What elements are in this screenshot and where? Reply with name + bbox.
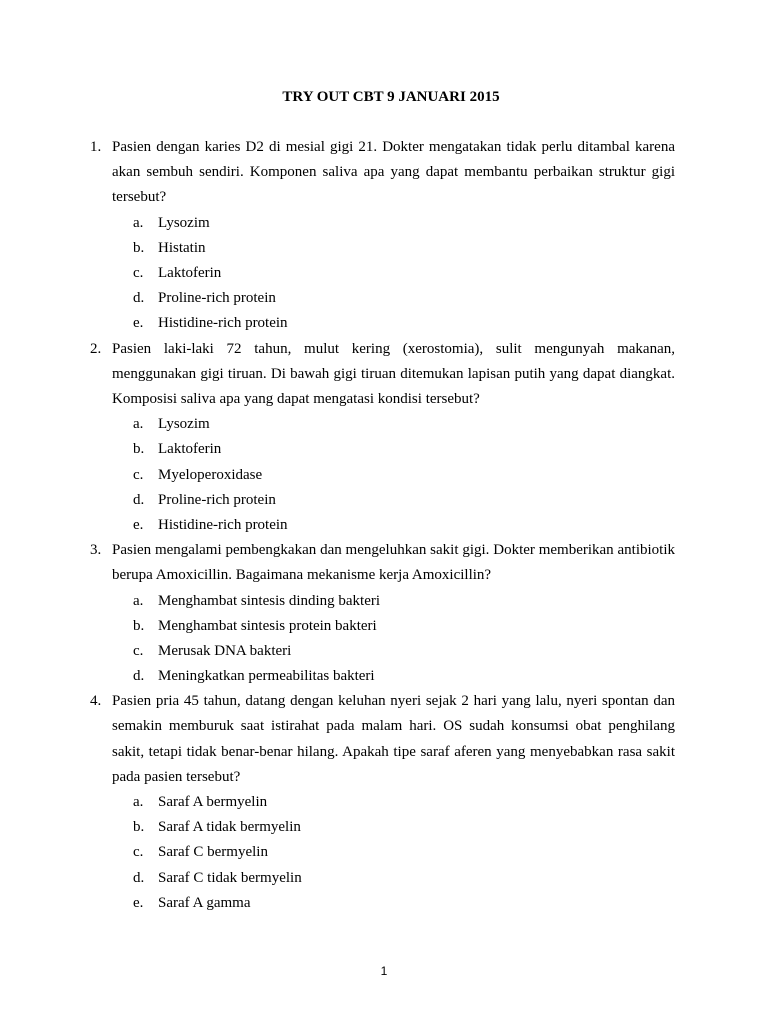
option-letter: b. [133, 239, 145, 256]
answer-option [90, 614, 675, 639]
answer-option [90, 463, 675, 488]
option-letter: b. [133, 441, 145, 458]
option-letter: d. [133, 869, 145, 886]
answer-option [90, 513, 675, 538]
answer-option [90, 437, 675, 462]
question-item [90, 538, 675, 689]
answer-option [90, 639, 675, 664]
question-text: Pasien pria 45 tahun, datang dengan keluhan nyeri sejak 2 hari yang lalu, nyeri spontan dan semakin memburuk saat istirahat pada malam hari. OS sudah konsumsi obat penghilang sakit, tetapi tidak benar-benar hilang. Apakah tipe saraf aferen yang menyebabkan rasa sakit pada pasien tersebut? [112, 693, 675, 785]
option-text: Meningkatkan permeabilitas bakteri [158, 668, 375, 685]
option-list [90, 790, 675, 916]
question-list [90, 135, 675, 916]
option-text: Menghambat sintesis dinding bakteri [158, 592, 381, 609]
option-text: Proline-rich protein [158, 290, 276, 307]
option-list [90, 412, 675, 538]
question-item [90, 689, 675, 916]
option-text: Saraf A bermyelin [158, 794, 268, 811]
option-text: Histidine-rich protein [158, 516, 288, 533]
option-text: Histidine-rich protein [158, 315, 288, 332]
option-letter: e. [133, 894, 144, 911]
question-number: 1. [90, 139, 102, 155]
option-text: Proline-rich protein [158, 491, 276, 508]
question-text: Pasien mengalami pembengkakan dan mengeluhkan sakit gigi. Dokter memberikan antibiotik berupa Amoxicillin. Bagaimana mekanisme kerja Amoxicillin? [112, 542, 675, 584]
question-number: 4. [90, 693, 102, 710]
option-letter: c. [133, 466, 144, 483]
option-letter: b. [133, 819, 145, 836]
option-letter: d. [133, 491, 145, 508]
answer-option [90, 261, 675, 286]
question-number: 3. [90, 542, 102, 559]
option-letter: d. [133, 668, 145, 685]
answer-option [90, 211, 675, 236]
option-text: Merusak DNA bakteri [158, 642, 292, 659]
option-letter: c. [133, 844, 144, 861]
answer-option [90, 664, 675, 689]
option-text: Saraf C tidak bermyelin [158, 869, 302, 886]
answer-option [90, 286, 675, 311]
option-text: Laktoferin [158, 441, 222, 458]
option-letter: e. [133, 315, 144, 332]
answer-option [90, 790, 675, 815]
page-title: TRY OUT CBT 9 JANUARI 2015 [282, 89, 500, 105]
option-text: Histatin [158, 239, 206, 256]
option-list [90, 589, 675, 690]
answer-option [90, 840, 675, 865]
option-letter: c. [133, 264, 144, 281]
option-list [90, 211, 675, 337]
question-item [90, 135, 675, 337]
option-text: Menghambat sintesis protein bakteri [158, 617, 377, 634]
option-text: Saraf A tidak bermyelin [158, 819, 301, 836]
option-text: Laktoferin [158, 264, 222, 281]
option-text: Saraf C bermyelin [158, 844, 268, 861]
answer-option [90, 412, 675, 437]
question-text: Pasien dengan karies D2 di mesial gigi 21. Dokter mengatakan tidak perlu ditambal karena akan sembuh sendiri. Komponen saliva apa yang dapat membantu perbaikan struktur gigi tersebut? [112, 139, 675, 206]
option-text: Saraf A gamma [158, 894, 251, 911]
option-text: Lysozim [158, 214, 210, 231]
option-letter: a. [133, 794, 144, 811]
question-number: 2. [90, 340, 102, 357]
option-letter: a. [133, 416, 144, 433]
question-text: Pasien laki-laki 72 tahun, mulut kering (xerostomia), sulit mengunyah makanan, menggunakan gigi tiruan. Di bawah gigi tiruan ditemukan lapisan putih yang dapat diangkat. Komposisi saliva apa yang dapat mengatasi kondisi tersebut? [112, 340, 675, 407]
answer-option [90, 891, 675, 916]
option-letter: c. [133, 642, 144, 659]
answer-option [90, 311, 675, 336]
question-item [90, 337, 675, 539]
answer-option [90, 815, 675, 840]
option-letter: e. [133, 516, 144, 533]
page-number: 1 [380, 964, 388, 978]
answer-option [90, 589, 675, 614]
answer-option [90, 488, 675, 513]
option-text: Lysozim [158, 416, 210, 433]
answer-option [90, 866, 675, 891]
answer-option [90, 236, 675, 261]
option-letter: a. [133, 214, 144, 231]
option-text: Myeloperoxidase [158, 466, 263, 483]
option-letter: b. [133, 617, 145, 634]
option-letter: d. [133, 290, 145, 307]
option-letter: a. [133, 592, 144, 609]
